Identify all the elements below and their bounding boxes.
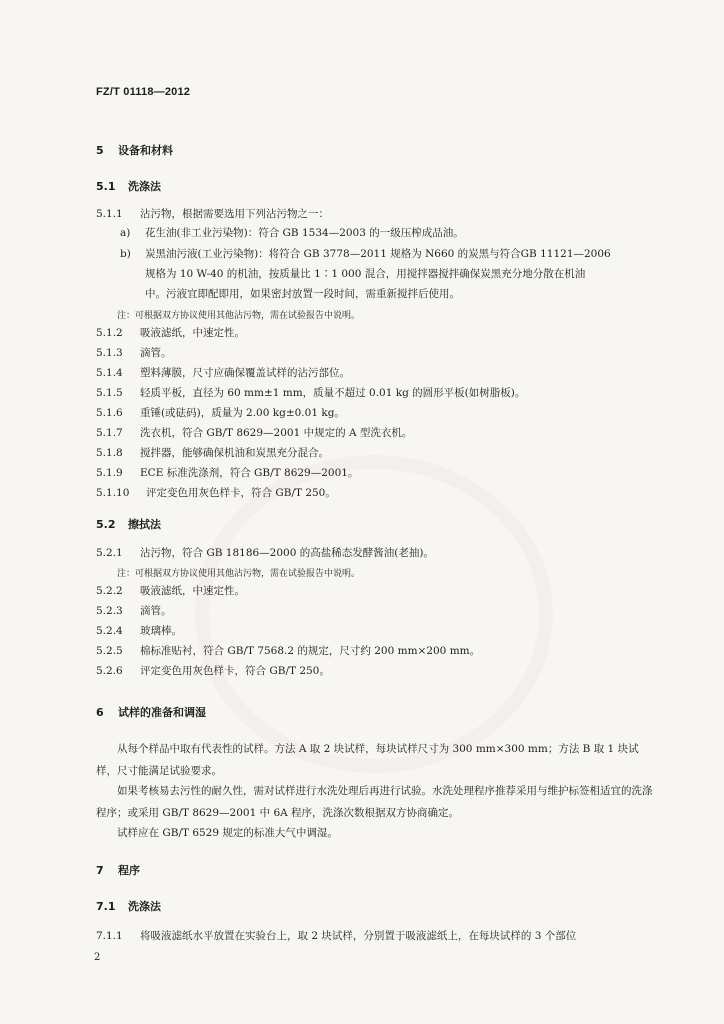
paragraph-1 (96, 738, 656, 782)
clause-number: 5.2.3 (96, 605, 123, 617)
clause-5-2-6 (96, 664, 330, 678)
clause-5-1-9 (96, 466, 358, 480)
clause-text: 搅拌器，能够确保机油和炭黑充分混合。 (140, 447, 329, 459)
clause-5-1-2 (96, 326, 245, 340)
section-number: 7.1 (96, 900, 116, 913)
clause-text: 棉标准贴衬，符合 GB/T 7568.2 的规定，尺寸约 200 mm×200 mm。 (140, 645, 481, 657)
clause-5-2-3 (96, 604, 172, 618)
clause-number: 5.1.3 (96, 347, 123, 359)
note: 注：可根据双方协议使用其他沾污物，需在试验报告中说明。 (117, 569, 361, 579)
clause-text: 洗衣机，符合 GB/T 8629—2001 中规定的 A 型洗衣机。 (140, 427, 413, 439)
section-5-1-heading (96, 178, 161, 194)
section-title: 试样的准备和调湿 (118, 706, 206, 719)
section-title: 洗涤法 (128, 900, 161, 913)
clause-number: 5.2.2 (96, 585, 123, 597)
clause-number: 5.1.5 (96, 387, 123, 399)
clause-text: ECE 标准洗涤剂，符合 GB/T 8629—2001。 (140, 467, 359, 479)
clause-number: 5.2.4 (96, 625, 123, 637)
clause-5-1-7 (96, 426, 412, 440)
section-6-heading (96, 704, 206, 720)
clause-7-1-1 (96, 929, 576, 943)
clause-5-1-4 (96, 366, 350, 380)
section-number: 5 (96, 144, 104, 157)
clause-text: 沾污物，根据需要选用下列沾污物之一： (140, 208, 329, 220)
section-number: 7 (96, 864, 104, 877)
clause-5-1-6 (96, 406, 345, 420)
list-text: 花生油(非工业污染物)：符合 GB 1534—2003 的一级压榨成品油。 (145, 227, 464, 239)
clause-number: 5.1.10 (96, 487, 130, 499)
clause-5-1-3 (96, 346, 172, 360)
show-through-text (248, 150, 253, 168)
clause-5-1-10 (96, 486, 336, 500)
clause-number: 5.2.1 (96, 547, 123, 559)
section-7-heading (96, 862, 140, 878)
section-7-1-heading (96, 898, 161, 914)
section-5-heading (96, 142, 173, 158)
list-item-b (120, 247, 611, 261)
paragraph-text: 从每个样品中取有代表性的试样。方法 A 取 2 块试样，每块试样尺寸为 300 mm×300 mm；方法 B 取 1 块试样，尺寸能满足试验要求。 (96, 743, 639, 777)
clause-number: 5.2.5 (96, 645, 123, 657)
section-title: 设备和材料 (118, 144, 173, 157)
paragraph-text: 试样应在 GB/T 6529 规定的标准大气中调湿。 (117, 827, 338, 839)
clause-5-2-4 (96, 624, 182, 638)
clause-text: 轻质平板，直径为 60 mm±1 mm，质量不超过 0.01 kg 的圆形平板(如树脂板)。 (140, 387, 526, 399)
clause-text: 滴管。 (140, 605, 172, 617)
clause-5-1-8 (96, 446, 329, 460)
clause-text: 吸液滤纸，中速定性。 (140, 585, 245, 597)
stamp-watermark (195, 455, 553, 773)
clause-5-1-1 (96, 207, 329, 221)
list-label: b) (120, 248, 131, 260)
paragraph-text: 如果考核易去污性的耐久性，需对试样进行水洗处理后再进行试验。水洗处理程序推荐采用与维护标签相适宜的洗涤程序；或采用 GB/T 8629—2001 中 6A 程序，洗涤次数根据双方协商确定。 (96, 785, 653, 819)
clause-number: 5.1.9 (96, 467, 123, 479)
section-number: 6 (96, 706, 104, 719)
section-number: 5.1 (96, 180, 116, 193)
clause-text: 评定变色用灰色样卡，符合 GB/T 250。 (146, 487, 336, 499)
clause-number: 5.1.4 (96, 367, 123, 379)
note: 注：可根据双方协议使用其他沾污物，需在试验报告中说明。 (117, 311, 361, 321)
section-title: 洗涤法 (128, 180, 161, 193)
clause-number: 7.1.1 (96, 930, 123, 942)
clause-text: 评定变色用灰色样卡，符合 GB/T 250。 (140, 665, 330, 677)
clause-number: 5.1.1 (96, 208, 123, 220)
clause-number: 5.1.2 (96, 327, 123, 339)
clause-5-2-2 (96, 584, 245, 598)
list-item-b-cont-1: 规格为 10 W-40 的机油，按质量比 1∶1 000 混合，用搅拌器搅拌确保炭黑充分地分散在机油 (145, 268, 586, 280)
clause-text: 将吸液滤纸水平放置在实验台上，取 2 块试样，分别置于吸液滤纸上，在每块试样的 3 个部位 (140, 930, 577, 942)
paragraph-3 (96, 822, 656, 844)
list-label: a) (120, 227, 131, 239)
clause-text: 玻璃棒。 (140, 625, 182, 637)
page-number: 2 (94, 952, 101, 963)
clause-5-2-1 (96, 546, 434, 560)
clause-number: 5.1.6 (96, 407, 123, 419)
standard-code: FZ/T 01118—2012 (96, 86, 191, 98)
list-item-b-cont-2: 中。污液宜即配即用，如果密封放置一段时间，需重新搅拌后使用。 (145, 288, 460, 300)
clause-text: 塑料薄膜，尺寸应确保覆盖试样的沾污部位。 (140, 367, 350, 379)
clause-text: 沾污物，符合 GB 18186—2000 的高盐稀态发酵酱油(老抽)。 (140, 547, 434, 559)
clause-5-1-5 (96, 386, 525, 400)
list-text: 炭黑油污液(工业污染物)：将符合 GB 3778—2011 规格为 N660 的炭黑与符合GB 11121—2006 (145, 248, 611, 260)
clause-number: 5.2.6 (96, 665, 123, 677)
section-title: 擦拭法 (128, 518, 161, 531)
clause-text: 滴管。 (140, 347, 172, 359)
clause-text: 重锤(或砝码)，质量为 2.00 kg±0.01 kg。 (140, 407, 345, 419)
clause-number: 5.1.8 (96, 447, 123, 459)
clause-5-2-5 (96, 644, 480, 658)
list-item-a (120, 226, 464, 240)
clause-text: 吸液滤纸，中速定性。 (140, 327, 245, 339)
section-title: 程序 (118, 864, 140, 877)
clause-number: 5.1.7 (96, 427, 123, 439)
section-5-2-heading (96, 516, 161, 532)
section-number: 5.2 (96, 518, 116, 531)
paragraph-2 (96, 780, 656, 824)
